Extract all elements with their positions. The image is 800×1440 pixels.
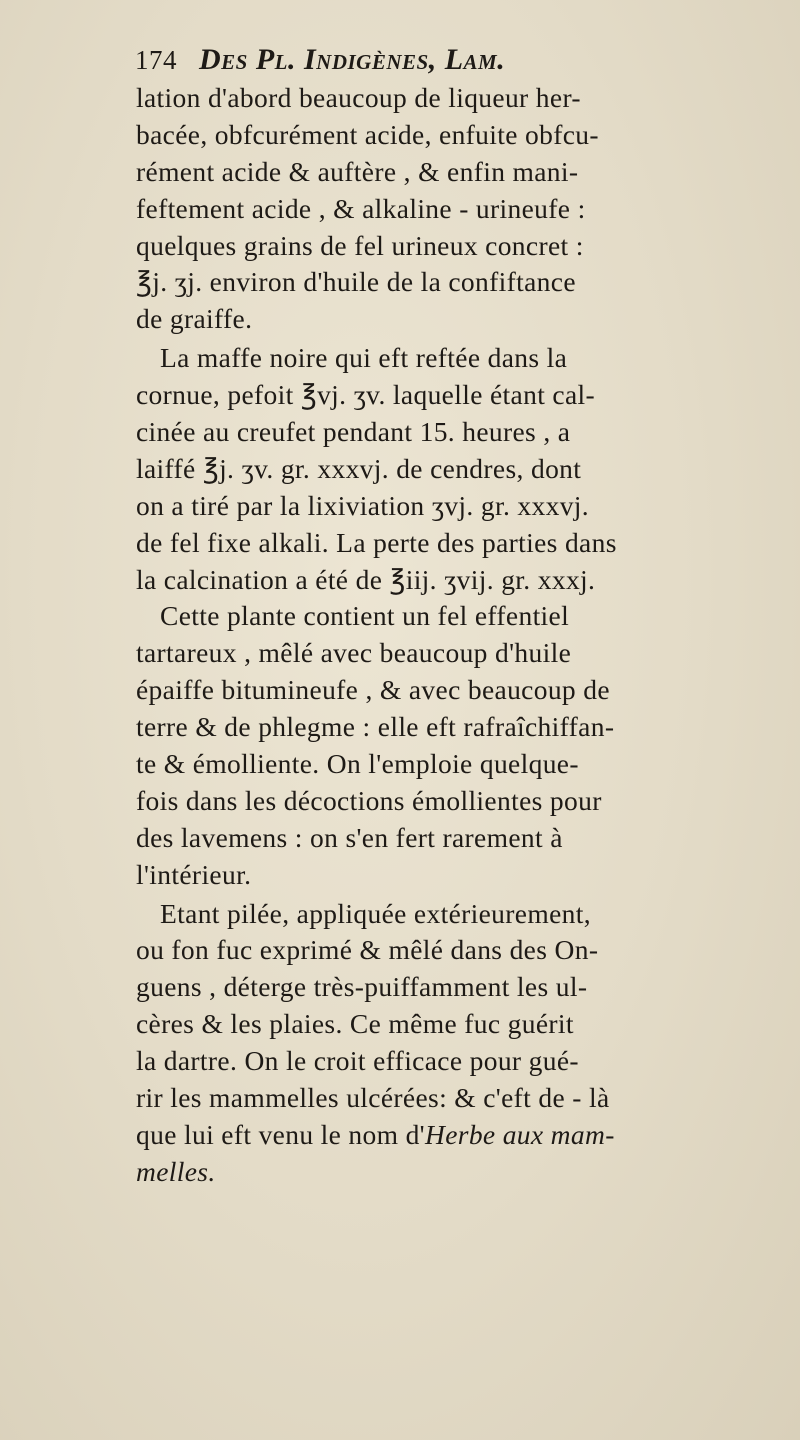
- text-line: rément acide & auftère , & enfin mani-: [136, 155, 579, 187]
- text-line: épaiffe bitumineufe , & avec beaucoup de: [136, 674, 610, 706]
- plant-name-italic: Herbe aux mam-: [425, 1118, 615, 1150]
- text-line: bacée, obfcurément acide, enfuite obfcu-: [136, 118, 599, 150]
- text-line: quelques grains de fel urineux concret :: [136, 229, 584, 261]
- running-head: [135, 42, 505, 78]
- page-number: 174: [135, 45, 177, 75]
- text-line: Cette plante contient un fel effentiel: [160, 600, 570, 632]
- text-line: La maffe noire qui eft reftée dans la: [160, 342, 568, 374]
- text-line: fois dans les décoctions émollientes pour: [136, 784, 602, 816]
- text-line-start: que lui eft venu le nom d': [136, 1118, 425, 1150]
- text-line: feftement acide , & alkaline - urineufe :: [136, 192, 586, 224]
- running-title: Des Pl. Indigènes, Lam.: [199, 43, 506, 76]
- text-line: laiffé ℥j. ʒv. gr. xxxvj. de cendres, dont: [136, 452, 582, 484]
- text-line: Etant pilée, appliquée extérieurement,: [160, 897, 591, 929]
- text-line: l'intérieur.: [136, 858, 252, 890]
- text-line: ou fon fuc exprimé & mêlé dans des On-: [136, 934, 599, 966]
- text-line: cornue, pefoit ℥vj. ʒv. laquelle étant cal-: [136, 379, 596, 411]
- text-line: rir les mammelles ulcérées: & c'eft de - là: [136, 1082, 610, 1114]
- text-line: tartareux , mêlé avec beaucoup d'huile: [136, 637, 572, 669]
- text-line: de fel fixe alkali. La perte des parties dans: [136, 526, 617, 558]
- text-line: [136, 1117, 796, 1154]
- text-line: ℥j. ʒj. environ d'huile de la confiftance: [136, 266, 576, 298]
- body-text: [136, 80, 796, 1191]
- text-line: melles.: [136, 1155, 216, 1187]
- text-line: on a tiré par la lixiviation ʒvj. gr. xxxvj.: [136, 489, 590, 521]
- text-line: cinée au creufet pendant 15. heures , a: [136, 416, 571, 448]
- text-line: te & émolliente. On l'emploie quelque-: [136, 748, 579, 780]
- text-line: des lavemens : on s'en fert rarement à: [136, 821, 563, 853]
- text-line: la calcination a été de ℥iij. ʒvij. gr. xxxj.: [136, 563, 596, 595]
- text-line: de graiffe.: [136, 303, 253, 335]
- text-line: la dartre. On le croit efficace pour gué-: [136, 1045, 579, 1077]
- text-line: cères & les plaies. Ce même fuc guérit: [136, 1008, 574, 1040]
- text-line: lation d'abord beaucoup de liqueur her-: [136, 82, 581, 113]
- text-line: terre & de phlegme : elle eft rafraîchiffan-: [136, 711, 615, 743]
- text-line: guens , déterge très-puiffamment les ul-: [136, 971, 588, 1003]
